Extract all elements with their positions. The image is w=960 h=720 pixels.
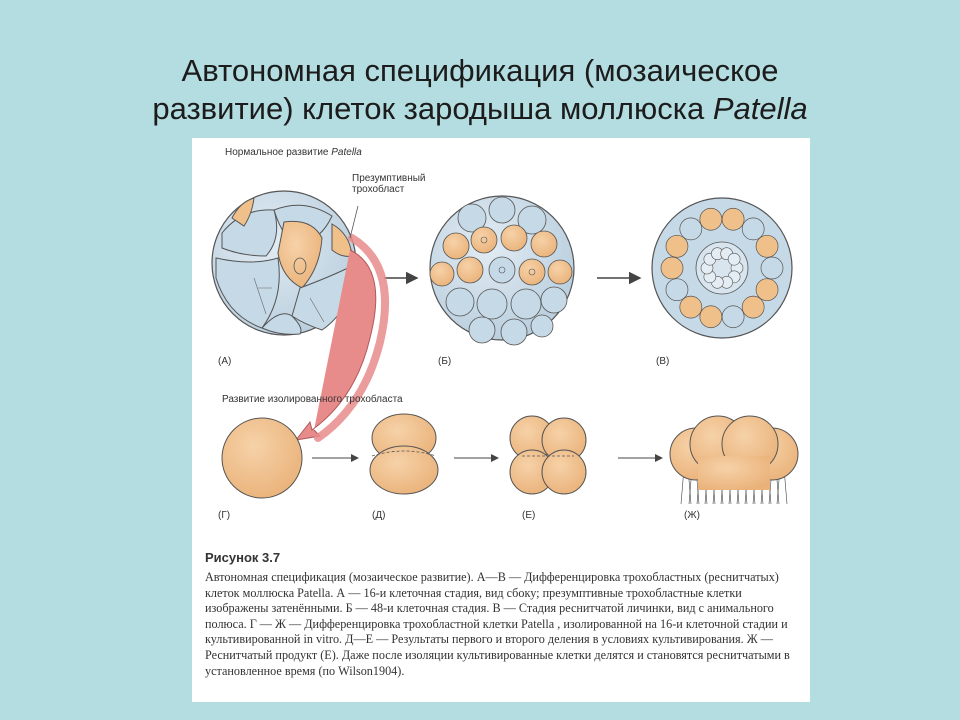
panel-label-e: (Е) — [522, 510, 536, 521]
larva-cell — [756, 279, 778, 301]
larva-cell — [761, 257, 783, 279]
larva-center-cell — [728, 253, 740, 265]
callout-line-2: трохобласт — [352, 184, 405, 195]
cell-g-isolated — [222, 418, 302, 498]
embryo-b-48-cell — [430, 196, 574, 345]
larva-cell — [661, 257, 683, 279]
panel-label-d: (Д) — [372, 510, 386, 521]
larva-cell — [756, 235, 778, 257]
larva-cell — [700, 306, 722, 328]
larva-cell — [722, 208, 744, 230]
panel-label-zh: (Ж) — [684, 510, 700, 521]
caption-title: Рисунок 3.7 — [205, 550, 281, 565]
slide-title — [0, 52, 960, 128]
trochoblast-callout — [352, 173, 426, 195]
callout-line-1: Презумптивный — [352, 173, 426, 184]
larva-cell — [666, 235, 688, 257]
isolated-development-label: Развитие изолированного трохобласта — [222, 394, 403, 405]
panel-label-a: (А) — [218, 356, 232, 367]
larva-cell — [742, 218, 764, 240]
panel-label-v: (В) — [656, 356, 670, 367]
title-line-2 — [0, 90, 960, 128]
embryo-a-16-cell — [212, 191, 356, 335]
larva-cell — [742, 296, 764, 318]
larva-cell — [680, 218, 702, 240]
cell-zh-ciliated — [670, 416, 798, 504]
caption-text: Автономная спецификация (мозаическое развитие). А—В — Дифференцировка трохобластных (реснитчатых) клеток моллюска Patella. А — 16-и клеточная стадия, вид сбоку; презумптивные трохобластные клетки изображены затенёнными. Б — 48-и клеточная стадия. В — Стадия реснитчатой личинки, вид с анимального полюса. Г — Ж — Дифференцировка трохобластной клетки Patella , изолированной на 16-и клеточной стадии и культивированной in vitro. Д—Е — Результаты первого и второго деления в условиях культивирования. Ж — Реснитчатый продукт (Е). Даже после изоляции культивированные клетки делятся и становятся реснитчатыми в установленное время (по Wilson1904). — [205, 570, 790, 678]
larva-cell — [722, 306, 744, 328]
larva-cell — [680, 296, 702, 318]
embryo-c-larva — [652, 198, 792, 338]
normal-development-label — [225, 147, 362, 158]
title-species: Patella — [712, 91, 808, 126]
title-line-2-text: развитие) клеток зародыша моллюска — [152, 91, 713, 126]
cell-d-two-cell — [370, 414, 438, 494]
panel-label-b: (Б) — [438, 356, 452, 367]
cell-e-four-cell — [510, 416, 586, 494]
normal-label-text: Нормальное развитие — [225, 147, 332, 158]
embryo-illustration — [192, 138, 810, 548]
figure-panel — [192, 138, 810, 702]
normal-label-species: Patella — [331, 147, 362, 158]
larva-cell — [666, 279, 688, 301]
panel-label-g: (Г) — [218, 510, 231, 521]
title-line-1: Автономная спецификация (мозаическое — [181, 53, 779, 88]
larva-cell — [700, 208, 722, 230]
